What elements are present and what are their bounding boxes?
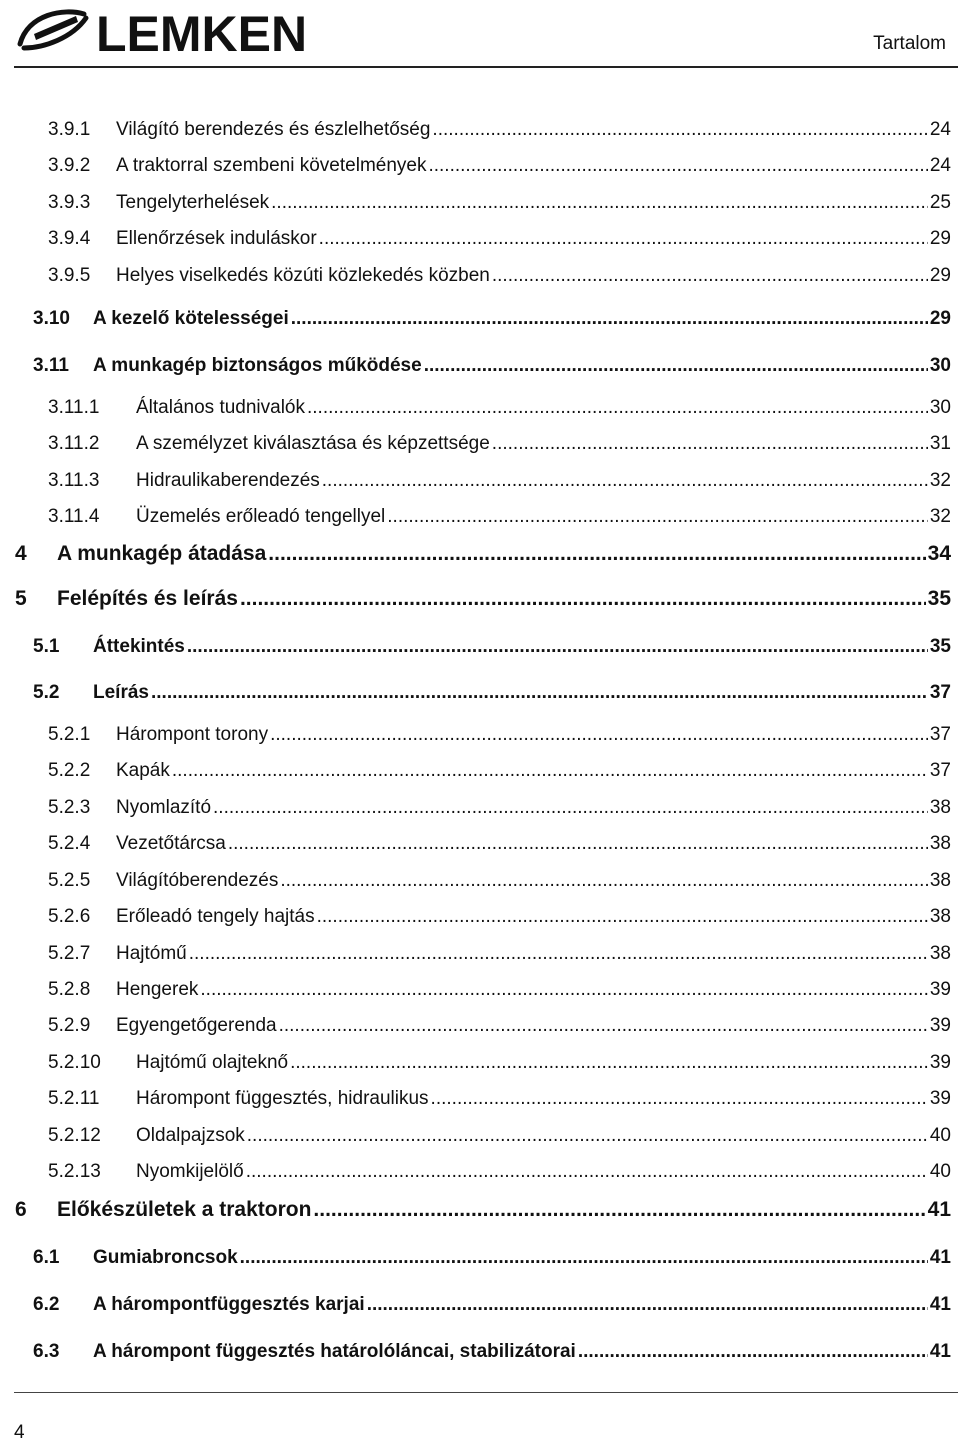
toc-number: 5.2.1 bbox=[48, 724, 91, 745]
toc-leader bbox=[228, 833, 928, 855]
toc-entry[interactable] bbox=[33, 636, 951, 658]
toc-number: 5.2.5 bbox=[48, 870, 91, 891]
toc-number: 6 bbox=[15, 1198, 27, 1221]
toc-page: 39 bbox=[929, 1088, 951, 1109]
toc-leader bbox=[151, 682, 928, 704]
page-header bbox=[0, 0, 960, 100]
toc-entry[interactable] bbox=[33, 1294, 951, 1316]
toc-title: Nyomlazító bbox=[116, 797, 212, 818]
toc-leader bbox=[428, 155, 927, 177]
toc-number: 5.2.3 bbox=[48, 797, 91, 818]
toc-page: 25 bbox=[929, 192, 951, 213]
toc-title: A munkagép biztonságos működése bbox=[93, 355, 422, 376]
toc-entry[interactable] bbox=[48, 797, 951, 819]
toc-page: 32 bbox=[929, 470, 951, 491]
toc-title: A traktorral szembeni követelmények bbox=[116, 155, 427, 176]
toc-page: 41 bbox=[929, 1294, 951, 1315]
toc-entry[interactable] bbox=[48, 1015, 951, 1037]
toc-leader bbox=[172, 760, 928, 782]
toc-entry[interactable] bbox=[48, 119, 951, 141]
toc-number: 5.2.11 bbox=[48, 1088, 100, 1109]
toc-leader bbox=[240, 587, 926, 611]
toc-title: Vezetőtárcsa bbox=[116, 833, 226, 854]
toc-page: 31 bbox=[929, 433, 951, 454]
toc-leader bbox=[431, 1088, 928, 1110]
toc-title: Ellenőrzések induláskor bbox=[116, 228, 317, 249]
toc-page: 38 bbox=[929, 870, 951, 891]
toc-page: 39 bbox=[929, 1052, 951, 1073]
toc-title: Hárompont függesztés, hidraulikus bbox=[136, 1088, 429, 1109]
toc-number: 5.2.12 bbox=[48, 1125, 101, 1146]
toc-entry[interactable] bbox=[48, 155, 951, 177]
toc-number: 5.2.7 bbox=[48, 943, 91, 964]
toc-leader bbox=[317, 906, 928, 928]
toc-entry[interactable] bbox=[48, 470, 951, 492]
toc-number: 3.9.5 bbox=[48, 265, 91, 286]
toc-leader bbox=[307, 397, 928, 419]
toc-leader bbox=[268, 542, 925, 566]
toc-title: Felépítés és leírás bbox=[57, 587, 238, 610]
toc-title: Leírás bbox=[93, 682, 149, 703]
toc-entry[interactable] bbox=[48, 870, 951, 892]
toc-entry[interactable] bbox=[48, 506, 951, 528]
toc-leader bbox=[189, 943, 928, 965]
toc-leader bbox=[313, 1198, 925, 1222]
toc-leader bbox=[492, 265, 928, 287]
section-title: Tartalom bbox=[873, 33, 946, 54]
toc-number: 5.2 bbox=[33, 682, 60, 703]
toc-entry[interactable] bbox=[48, 833, 951, 855]
toc-entry[interactable] bbox=[33, 1341, 951, 1363]
toc-entry[interactable] bbox=[48, 192, 951, 214]
toc-entry[interactable] bbox=[48, 943, 951, 965]
toc-leader bbox=[213, 797, 928, 819]
toc-entry[interactable] bbox=[48, 265, 951, 287]
toc-leader bbox=[322, 470, 928, 492]
toc-leader bbox=[387, 506, 928, 528]
toc-leader bbox=[424, 355, 928, 377]
toc-number: 3.9.4 bbox=[48, 228, 91, 249]
toc-entry[interactable] bbox=[48, 1125, 951, 1147]
toc-number: 5 bbox=[15, 587, 27, 610]
logo-wordmark: LEMKEN bbox=[96, 6, 304, 58]
toc-leader bbox=[492, 433, 928, 455]
toc-number: 6.3 bbox=[33, 1341, 60, 1362]
toc-entry[interactable] bbox=[48, 760, 951, 782]
toc-number: 3.11.2 bbox=[48, 433, 100, 454]
toc-number: 6.2 bbox=[33, 1294, 60, 1315]
toc-leader bbox=[279, 1015, 928, 1037]
toc-leader bbox=[187, 636, 928, 658]
toc-page: 38 bbox=[929, 797, 951, 818]
toc-page: 39 bbox=[929, 1015, 951, 1036]
toc-title: Hárompont torony bbox=[116, 724, 269, 745]
toc-page: 30 bbox=[929, 397, 951, 418]
toc-title: Egyengetőgerenda bbox=[116, 1015, 277, 1036]
toc-leader bbox=[247, 1125, 928, 1147]
toc-title: Helyes viselkedés közúti közlekedés közben bbox=[116, 265, 490, 286]
toc-entry[interactable] bbox=[15, 1198, 951, 1222]
toc-entry[interactable] bbox=[33, 1247, 951, 1269]
toc-leader bbox=[367, 1294, 928, 1316]
toc-number: 5.2.10 bbox=[48, 1052, 101, 1073]
toc-title: A hárompontfüggesztés karjai bbox=[93, 1294, 365, 1315]
toc-page: 39 bbox=[929, 979, 951, 1000]
toc-title: A munkagép átadása bbox=[57, 542, 267, 565]
toc-entry[interactable] bbox=[33, 682, 951, 704]
toc-page: 32 bbox=[929, 506, 951, 527]
toc-number: 3.9.2 bbox=[48, 155, 91, 176]
toc-title: Világítóberendezés bbox=[116, 870, 279, 891]
toc-title: Áttekintés bbox=[93, 636, 185, 657]
toc-page: 40 bbox=[929, 1161, 951, 1182]
toc-leader bbox=[240, 1247, 928, 1269]
toc-title: A hárompont függesztés határolóláncai, stabilizátorai bbox=[93, 1341, 576, 1362]
toc-title: Erőleadó tengely hajtás bbox=[116, 906, 315, 927]
toc-leader bbox=[432, 119, 927, 141]
toc-number: 5.2.8 bbox=[48, 979, 91, 1000]
toc-page: 41 bbox=[927, 1198, 951, 1221]
toc-number: 5.2.13 bbox=[48, 1161, 101, 1182]
toc-entry[interactable] bbox=[48, 724, 951, 746]
toc-leader bbox=[270, 724, 928, 746]
toc-number: 3.10 bbox=[33, 308, 70, 329]
toc-number: 3.9.1 bbox=[48, 119, 91, 140]
toc-page: 40 bbox=[929, 1125, 951, 1146]
toc-number: 4 bbox=[15, 542, 27, 565]
toc-page: 29 bbox=[929, 228, 951, 249]
toc-entry[interactable] bbox=[48, 979, 951, 1001]
toc-entry[interactable] bbox=[48, 433, 951, 455]
toc-number: 3.11.1 bbox=[48, 397, 100, 418]
toc-page: 37 bbox=[929, 760, 951, 781]
toc-number: 3.11.4 bbox=[48, 506, 100, 527]
footer-divider bbox=[14, 1392, 958, 1393]
toc-entry[interactable] bbox=[48, 228, 951, 250]
toc-page: 34 bbox=[927, 542, 951, 565]
toc-title: Nyomkijelölő bbox=[136, 1161, 244, 1182]
toc-entry[interactable] bbox=[48, 1052, 951, 1074]
toc-page: 37 bbox=[929, 724, 951, 745]
page-number: 4 bbox=[14, 1422, 25, 1443]
toc-page: 37 bbox=[929, 682, 951, 703]
toc-page: 24 bbox=[929, 119, 951, 140]
toc-page: 38 bbox=[929, 943, 951, 964]
toc-entry[interactable] bbox=[48, 1088, 951, 1110]
toc-number: 5.2.6 bbox=[48, 906, 91, 927]
toc-page: 35 bbox=[929, 636, 951, 657]
toc-title: Gumiabroncsok bbox=[93, 1247, 238, 1268]
toc-page: 29 bbox=[929, 308, 951, 329]
toc-title: Hajtómű bbox=[116, 943, 187, 964]
toc-leader bbox=[271, 192, 928, 214]
toc-number: 3.11 bbox=[33, 355, 69, 376]
toc-page: 30 bbox=[929, 355, 951, 376]
toc-entry[interactable] bbox=[48, 1161, 951, 1183]
toc-title: Tengelyterhelések bbox=[116, 192, 270, 213]
toc-leader bbox=[578, 1341, 928, 1363]
toc-page: 38 bbox=[929, 906, 951, 927]
toc-leader bbox=[280, 870, 928, 892]
toc-number: 5.2.2 bbox=[48, 760, 91, 781]
toc-entry[interactable] bbox=[48, 906, 951, 928]
toc-page: 29 bbox=[929, 265, 951, 286]
toc-page: 24 bbox=[929, 155, 951, 176]
toc-title: Hidraulikaberendezés bbox=[136, 470, 320, 491]
header-divider bbox=[14, 66, 958, 68]
toc-number: 5.2.9 bbox=[48, 1015, 91, 1036]
toc-entry[interactable] bbox=[15, 542, 951, 566]
toc-number: 5.2.4 bbox=[48, 833, 91, 854]
toc-title: Hajtómű olajteknő bbox=[136, 1052, 289, 1073]
toc-leader bbox=[246, 1161, 928, 1183]
toc-title: Általános tudnivalók bbox=[136, 397, 305, 418]
toc-number: 3.11.3 bbox=[48, 470, 100, 491]
toc-title: Világító berendezés és észlelhetőség bbox=[116, 119, 431, 140]
toc-page: 35 bbox=[927, 587, 951, 610]
toc-page: 41 bbox=[929, 1341, 951, 1362]
toc-number: 3.9.3 bbox=[48, 192, 91, 213]
toc-entry[interactable] bbox=[15, 587, 951, 611]
toc-title: Hengerek bbox=[116, 979, 199, 1000]
toc-entry[interactable] bbox=[48, 397, 951, 419]
toc-title: A kezelő kötelességei bbox=[93, 308, 289, 329]
toc-page: 38 bbox=[929, 833, 951, 854]
toc-leader bbox=[291, 308, 928, 330]
toc-leader bbox=[200, 979, 927, 1001]
toc-number: 5.1 bbox=[33, 636, 60, 657]
toc-title: Előkészületek a traktoron bbox=[57, 1198, 312, 1221]
toc-page: 41 bbox=[929, 1247, 951, 1268]
toc-title: Kapák bbox=[116, 760, 170, 781]
toc-number: 6.1 bbox=[33, 1247, 60, 1268]
toc-leader bbox=[319, 228, 928, 250]
toc-title: A személyzet kiválasztása és képzettsége bbox=[136, 433, 490, 454]
lemken-logo bbox=[14, 4, 304, 58]
toc-leader bbox=[290, 1052, 928, 1074]
toc-title: Üzemelés erőleadó tengellyel bbox=[136, 506, 386, 527]
toc-entry[interactable] bbox=[33, 308, 951, 330]
toc-entry[interactable] bbox=[33, 355, 951, 377]
toc-title: Oldalpajzsok bbox=[136, 1125, 245, 1146]
